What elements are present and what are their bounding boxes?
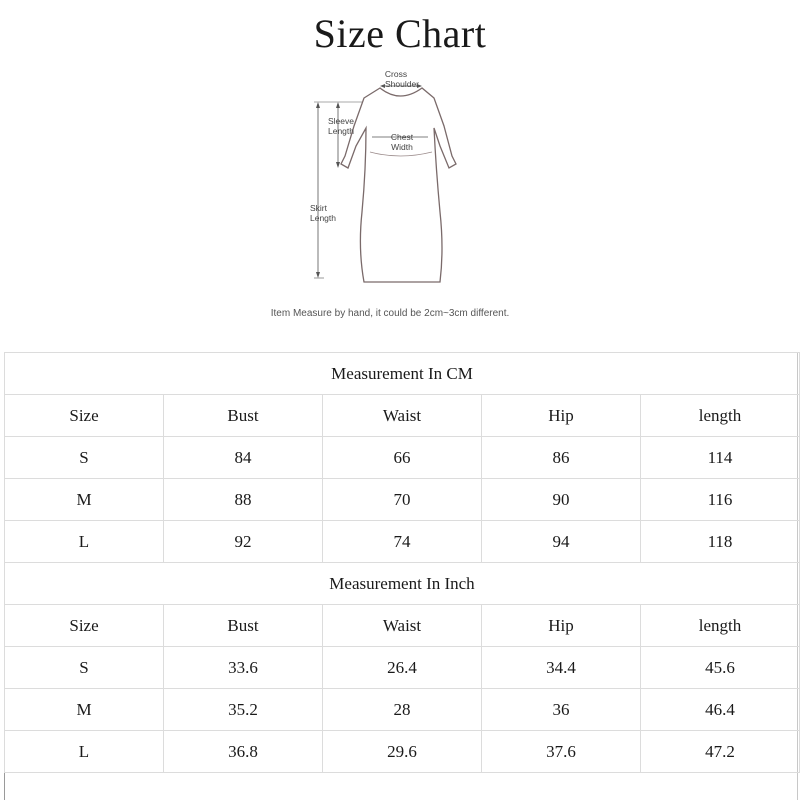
page-title: Size Chart (313, 11, 487, 56)
header-length: length (641, 605, 800, 647)
header-waist: Waist (323, 605, 482, 647)
header-bust: Bust (164, 395, 323, 437)
cell-hip: 37.6 (482, 731, 641, 773)
caption-row (5, 563, 800, 605)
table-caption: Measurement In Inch (5, 563, 800, 605)
cell-length: 46.4 (641, 689, 800, 731)
cell-hip: 86 (482, 437, 641, 479)
header-hip: Hip (482, 395, 641, 437)
cell-waist: 66 (323, 437, 482, 479)
cell-hip: 36 (482, 689, 641, 731)
label-cross-shoulder-1: Cross (384, 69, 408, 79)
header-row (5, 395, 800, 437)
table-row (5, 437, 800, 479)
table-row (5, 731, 800, 773)
cell-bust: 33.6 (164, 647, 323, 689)
header-size: Size (5, 395, 164, 437)
cell-size: M (5, 689, 164, 731)
dress-outline (341, 88, 456, 282)
cell-size: M (5, 479, 164, 521)
label-sleeve-length-2: Length (328, 126, 354, 136)
cell-length: 47.2 (641, 731, 800, 773)
cell-size: L (5, 731, 164, 773)
measure-note: Item Measure by hand, it could be 2cm~3cm different. (270, 308, 510, 319)
cell-waist: 26.4 (323, 647, 482, 689)
header-hip: Hip (482, 605, 641, 647)
table-row (5, 647, 800, 689)
table-row (5, 521, 800, 563)
cell-waist: 29.6 (323, 731, 482, 773)
cell-size: S (5, 647, 164, 689)
cell-bust: 84 (164, 437, 323, 479)
label-skirt-length-1: Skirt (310, 203, 327, 213)
cell-bust: 88 (164, 479, 323, 521)
table-row (5, 689, 800, 731)
cell-length: 116 (641, 479, 800, 521)
cell-length: 118 (641, 521, 800, 563)
cell-bust: 35.2 (164, 689, 323, 731)
cell-waist: 28 (323, 689, 482, 731)
inch-size-table (4, 562, 800, 773)
label-chest-width-2: Width (391, 142, 413, 152)
table-caption: Measurement In CM (5, 353, 800, 395)
header-waist: Waist (323, 395, 482, 437)
cm-size-table (4, 352, 800, 563)
label-chest-width-1: Chest (390, 132, 414, 142)
header-row (5, 605, 800, 647)
dress-diagram (300, 64, 500, 294)
cell-length: 114 (641, 437, 800, 479)
cell-waist: 74 (323, 521, 482, 563)
label-cross-shoulder-2: Shoulder (384, 79, 420, 89)
label-skirt-length-2: Length (310, 213, 336, 223)
header-length: length (641, 395, 800, 437)
cell-size: L (5, 521, 164, 563)
cell-hip: 34.4 (482, 647, 641, 689)
cell-size: S (5, 437, 164, 479)
cell-length: 45.6 (641, 647, 800, 689)
caption-row (5, 353, 800, 395)
cell-waist: 70 (323, 479, 482, 521)
cell-hip: 94 (482, 521, 641, 563)
cell-hip: 90 (482, 479, 641, 521)
header-bust: Bust (164, 605, 323, 647)
table-row (5, 479, 800, 521)
waist-seam (370, 152, 432, 156)
label-sleeve-length-1: Sleeve (328, 116, 354, 126)
cell-bust: 36.8 (164, 731, 323, 773)
header-size: Size (5, 605, 164, 647)
cell-bust: 92 (164, 521, 323, 563)
